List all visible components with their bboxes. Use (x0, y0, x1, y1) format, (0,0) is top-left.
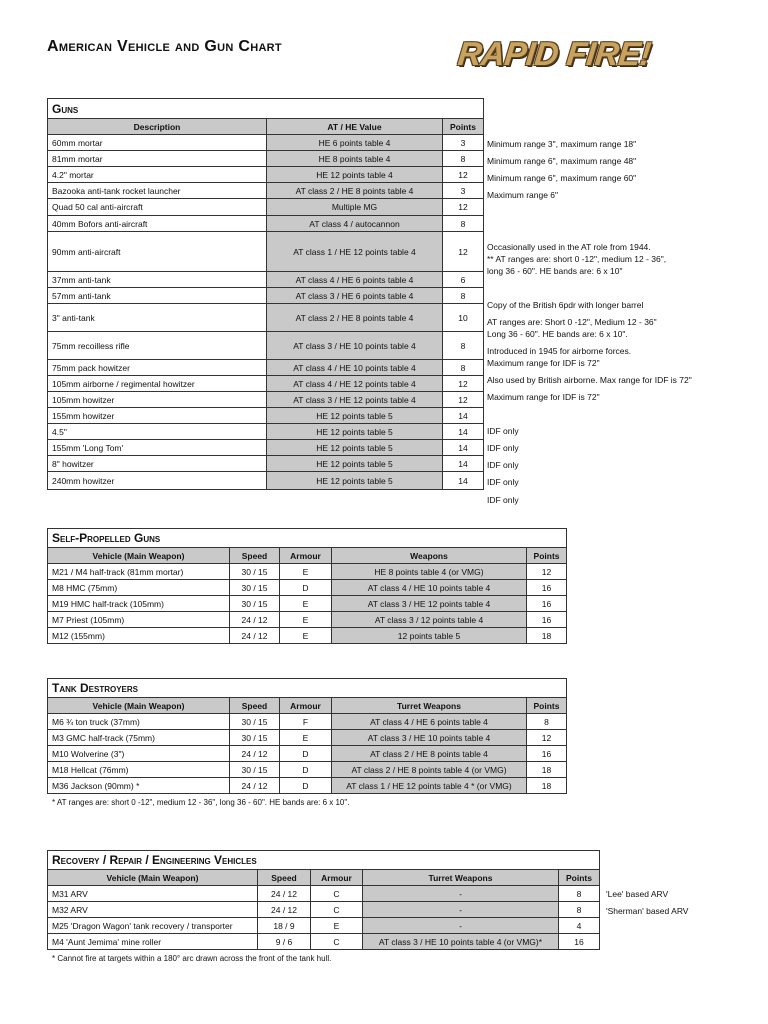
spg-vehicle: M12 (155mm) (48, 628, 230, 644)
rre-armour: C (311, 902, 363, 918)
spg-col-armour: Armour (280, 548, 332, 564)
guns-col-points: Points (443, 119, 484, 135)
td-col-armour: Armour (280, 698, 332, 714)
gun-note: IDF only (487, 494, 519, 505)
rre-points: 4 (559, 918, 600, 934)
gun-description: 4.2" mortar (48, 167, 267, 183)
rapid-fire-logo: RAPID FIRE! (456, 35, 653, 72)
rre-points: 8 (559, 902, 600, 918)
guns-row (48, 424, 484, 440)
spg-weapons: HE 8 points table 4 (or VMG) (332, 564, 527, 580)
guns-row (48, 167, 484, 183)
gun-note: Minimum range 6", maximum range 48" (487, 155, 637, 166)
gun-value: AT class 4 / autocannon (267, 216, 443, 232)
gun-description: 3" anti-tank (48, 304, 267, 332)
td-row (48, 778, 567, 794)
gun-value: AT class 3 / HE 10 points table 4 (267, 332, 443, 360)
td-armour: D (280, 778, 332, 794)
spg-row (48, 564, 567, 580)
gun-points: 8 (443, 288, 484, 304)
guns-row (48, 304, 484, 332)
spg-row (48, 612, 567, 628)
td-body (48, 714, 567, 794)
rre-points: 8 (559, 886, 600, 902)
gun-points: 8 (443, 151, 484, 167)
spg-col-points: Points (527, 548, 567, 564)
gun-description: 155mm 'Long Tom' (48, 440, 267, 456)
gun-points: 14 (443, 424, 484, 440)
gun-value: AT class 2 / HE 8 points table 4 (267, 183, 443, 199)
gun-note: Maximum range for IDF is 72" (487, 357, 600, 368)
spg-armour: E (280, 612, 332, 628)
td-speed: 24 / 12 (230, 778, 280, 794)
gun-description: 4.5" (48, 424, 267, 440)
td-col-speed: Speed (230, 698, 280, 714)
td-speed: 30 / 15 (230, 762, 280, 778)
spg-speed: 30 / 15 (230, 596, 280, 612)
gun-value: HE 12 points table 5 (267, 456, 443, 472)
spg-row (48, 596, 567, 612)
td-footnote: * AT ranges are: short 0 -12", medium 12 - 36", long 36 - 60". HE bands are: 6 x 10". (52, 798, 350, 807)
rre-points: 16 (559, 934, 600, 950)
gun-points: 14 (443, 472, 484, 490)
guns-heading: Guns (48, 99, 484, 119)
rre-note: 'Sherman' based ARV (606, 905, 689, 916)
spg-speed: 24 / 12 (230, 612, 280, 628)
rre-weapons: AT class 3 / HE 10 points table 4 (or VMG)* (363, 934, 559, 950)
spg-heading: Self-Propelled Guns (48, 529, 567, 548)
spg-vehicle: M21 / M4 half-track (81mm mortar) (48, 564, 230, 580)
gun-description: Quad 50 cal anti-aircraft (48, 199, 267, 216)
td-weapons: AT class 2 / HE 8 points table 4 (or VMG) (332, 762, 527, 778)
rre-armour: E (311, 918, 363, 934)
gun-note: long 36 - 60". HE bands are: 6 x 10" (487, 265, 623, 276)
gun-note: Maximum range for IDF is 72" (487, 391, 600, 402)
spg-speed: 30 / 15 (230, 564, 280, 580)
gun-value: Multiple MG (267, 199, 443, 216)
gun-points: 8 (443, 360, 484, 376)
spg-col-weapons: Weapons (332, 548, 527, 564)
gun-description: 75mm pack howitzer (48, 360, 267, 376)
td-vehicle: M10 Wolverine (3") (48, 746, 230, 762)
gun-note: Maximum range 6" (487, 189, 559, 200)
rre-table (47, 850, 600, 950)
gun-points: 14 (443, 440, 484, 456)
gun-description: 240mm howitzer (48, 472, 267, 490)
rre-footnote: * Cannot fire at targets within a 180° arc drawn across the front of the tank hull. (52, 954, 332, 963)
guns-row (48, 440, 484, 456)
td-vehicle: M3 GMC half-track (75mm) (48, 730, 230, 746)
guns-row (48, 376, 484, 392)
gun-points: 8 (443, 332, 484, 360)
guns-body (48, 135, 484, 490)
gun-description: 90mm anti-aircraft (48, 232, 267, 272)
guns-row (48, 472, 484, 490)
td-vehicle: M36 Jackson (90mm) * (48, 778, 230, 794)
td-points: 16 (527, 746, 567, 762)
td-speed: 30 / 15 (230, 730, 280, 746)
gun-description: 105mm howitzer (48, 392, 267, 408)
gun-note: IDF only (487, 476, 519, 487)
gun-note: AT ranges are: Short 0 -12", Medium 12 - 36" (487, 316, 657, 327)
spg-points: 16 (527, 596, 567, 612)
rre-vehicle: M25 'Dragon Wagon' tank recovery / transporter (48, 918, 258, 934)
td-points: 18 (527, 762, 567, 778)
rre-row (48, 886, 600, 902)
rre-heading: Recovery / Repair / Engineering Vehicles (48, 851, 600, 870)
td-speed: 30 / 15 (230, 714, 280, 730)
td-table (47, 678, 567, 794)
rre-vehicle: M31 ARV (48, 886, 258, 902)
guns-col-value: AT / HE Value (267, 119, 443, 135)
td-row (48, 762, 567, 778)
spg-points: 18 (527, 628, 567, 644)
rre-row (48, 918, 600, 934)
spg-armour: E (280, 628, 332, 644)
rre-speed: 9 / 6 (258, 934, 311, 950)
rre-speed: 18 / 9 (258, 918, 311, 934)
gun-value: HE 6 points table 4 (267, 135, 443, 151)
gun-description: 81mm mortar (48, 151, 267, 167)
td-col-vehicle: Vehicle (Main Weapon) (48, 698, 230, 714)
gun-value: AT class 3 / HE 6 points table 4 (267, 288, 443, 304)
spg-weapons: AT class 4 / HE 10 points table 4 (332, 580, 527, 596)
gun-note: Minimum range 3", maximum range 18" (487, 138, 637, 149)
rre-body (48, 886, 600, 950)
guns-row (48, 408, 484, 424)
rre-weapons: - (363, 902, 559, 918)
gun-description: Bazooka anti-tank rocket launcher (48, 183, 267, 199)
td-weapons: AT class 4 / HE 6 points table 4 (332, 714, 527, 730)
page-title: American Vehicle and Gun Chart (47, 38, 282, 55)
spg-points: 16 (527, 612, 567, 628)
td-weapons: AT class 3 / HE 10 points table 4 (332, 730, 527, 746)
gun-note: IDF only (487, 459, 519, 470)
rre-vehicle: M32 ARV (48, 902, 258, 918)
gun-note: Also used by British airborne. Max range for IDF is 72" (487, 374, 692, 385)
gun-points: 14 (443, 456, 484, 472)
gun-note: Copy of the British 6pdr with longer barrel (487, 299, 644, 310)
gun-description: 57mm anti-tank (48, 288, 267, 304)
td-armour: D (280, 762, 332, 778)
rre-col-speed: Speed (258, 870, 311, 886)
gun-points: 12 (443, 199, 484, 216)
guns-row (48, 216, 484, 232)
gun-points: 12 (443, 232, 484, 272)
spg-speed: 30 / 15 (230, 580, 280, 596)
td-row (48, 714, 567, 730)
td-armour: D (280, 746, 332, 762)
gun-value: AT class 4 / HE 12 points table 4 (267, 376, 443, 392)
spg-speed: 24 / 12 (230, 628, 280, 644)
gun-value: HE 8 points table 4 (267, 151, 443, 167)
td-row (48, 730, 567, 746)
rre-col-weapons: Turret Weapons (363, 870, 559, 886)
gun-value: HE 12 points table 4 (267, 167, 443, 183)
guns-row (48, 360, 484, 376)
gun-description: 8" howitzer (48, 456, 267, 472)
gun-value: HE 12 points table 5 (267, 440, 443, 456)
gun-description: 105mm airborne / regimental howitzer (48, 376, 267, 392)
rre-vehicle: M4 'Aunt Jemima' mine roller (48, 934, 258, 950)
rre-note: 'Lee' based ARV (606, 888, 669, 899)
rre-armour: C (311, 934, 363, 950)
spg-weapons: AT class 3 / 12 points table 4 (332, 612, 527, 628)
td-vehicle: M6 ¾ ton truck (37mm) (48, 714, 230, 730)
spg-col-vehicle: Vehicle (Main Weapon) (48, 548, 230, 564)
gun-description: 155mm howitzer (48, 408, 267, 424)
spg-points: 12 (527, 564, 567, 580)
gun-note: Minimum range 6", maximum range 60" (487, 172, 637, 183)
gun-description: 75mm recoilless rifle (48, 332, 267, 360)
rre-speed: 24 / 12 (258, 902, 311, 918)
spg-table (47, 528, 567, 644)
rre-row (48, 934, 600, 950)
gun-points: 12 (443, 167, 484, 183)
spg-vehicle: M8 HMC (75mm) (48, 580, 230, 596)
gun-note: IDF only (487, 425, 519, 436)
gun-value: AT class 1 / HE 12 points table 4 (267, 232, 443, 272)
td-weapons: AT class 2 / HE 8 points table 4 (332, 746, 527, 762)
spg-row (48, 628, 567, 644)
spg-armour: E (280, 564, 332, 580)
rre-weapons: - (363, 886, 559, 902)
guns-col-description: Description (48, 119, 267, 135)
gun-points: 6 (443, 272, 484, 288)
gun-note: Introduced in 1945 for airborne forces. (487, 345, 632, 356)
rre-col-vehicle: Vehicle (Main Weapon) (48, 870, 258, 886)
spg-armour: E (280, 596, 332, 612)
gun-description: 60mm mortar (48, 135, 267, 151)
guns-row (48, 332, 484, 360)
gun-value: AT class 4 / HE 6 points table 4 (267, 272, 443, 288)
gun-note: IDF only (487, 442, 519, 453)
gun-value: AT class 3 / HE 12 points table 4 (267, 392, 443, 408)
gun-note: Long 36 - 60". HE bands are: 6 x 10". (487, 328, 628, 339)
gun-points: 12 (443, 376, 484, 392)
td-armour: F (280, 714, 332, 730)
td-vehicle: M18 Hellcat (76mm) (48, 762, 230, 778)
guns-row (48, 232, 484, 272)
gun-points: 14 (443, 408, 484, 424)
rre-speed: 24 / 12 (258, 886, 311, 902)
td-speed: 24 / 12 (230, 746, 280, 762)
spg-vehicle: M19 HMC half-track (105mm) (48, 596, 230, 612)
td-row (48, 746, 567, 762)
spg-points: 16 (527, 580, 567, 596)
td-points: 12 (527, 730, 567, 746)
guns-row (48, 183, 484, 199)
td-col-points: Points (527, 698, 567, 714)
gun-points: 12 (443, 392, 484, 408)
td-armour: E (280, 730, 332, 746)
gun-value: HE 12 points table 5 (267, 472, 443, 490)
gun-value: HE 12 points table 5 (267, 408, 443, 424)
gun-value: AT class 4 / HE 10 points table 4 (267, 360, 443, 376)
guns-row (48, 199, 484, 216)
td-col-weapons: Turret Weapons (332, 698, 527, 714)
rre-col-armour: Armour (311, 870, 363, 886)
spg-row (48, 580, 567, 596)
gun-description: 40mm Bofors anti-aircraft (48, 216, 267, 232)
td-points: 8 (527, 714, 567, 730)
rre-col-points: Points (559, 870, 600, 886)
guns-row (48, 288, 484, 304)
td-points: 18 (527, 778, 567, 794)
td-heading: Tank Destroyers (48, 679, 567, 698)
spg-col-speed: Speed (230, 548, 280, 564)
rre-armour: C (311, 886, 363, 902)
rre-row (48, 902, 600, 918)
guns-row (48, 272, 484, 288)
td-weapons: AT class 1 / HE 12 points table 4 * (or VMG) (332, 778, 527, 794)
gun-points: 3 (443, 183, 484, 199)
gun-note: Occasionally used in the AT role from 1944. (487, 241, 651, 252)
guns-row (48, 392, 484, 408)
gun-description: 37mm anti-tank (48, 272, 267, 288)
guns-table (47, 98, 484, 490)
spg-vehicle: M7 Priest (105mm) (48, 612, 230, 628)
gun-points: 10 (443, 304, 484, 332)
spg-weapons: 12 points table 5 (332, 628, 527, 644)
gun-points: 3 (443, 135, 484, 151)
guns-row (48, 151, 484, 167)
spg-body (48, 564, 567, 644)
guns-row (48, 456, 484, 472)
rre-weapons: - (363, 918, 559, 934)
spg-weapons: AT class 3 / HE 12 points table 4 (332, 596, 527, 612)
gun-value: HE 12 points table 5 (267, 424, 443, 440)
gun-points: 8 (443, 216, 484, 232)
gun-note: ** AT ranges are: short 0 -12", medium 12 - 36", (487, 253, 667, 264)
gun-value: AT class 2 / HE 8 points table 4 (267, 304, 443, 332)
guns-row (48, 135, 484, 151)
spg-armour: D (280, 580, 332, 596)
